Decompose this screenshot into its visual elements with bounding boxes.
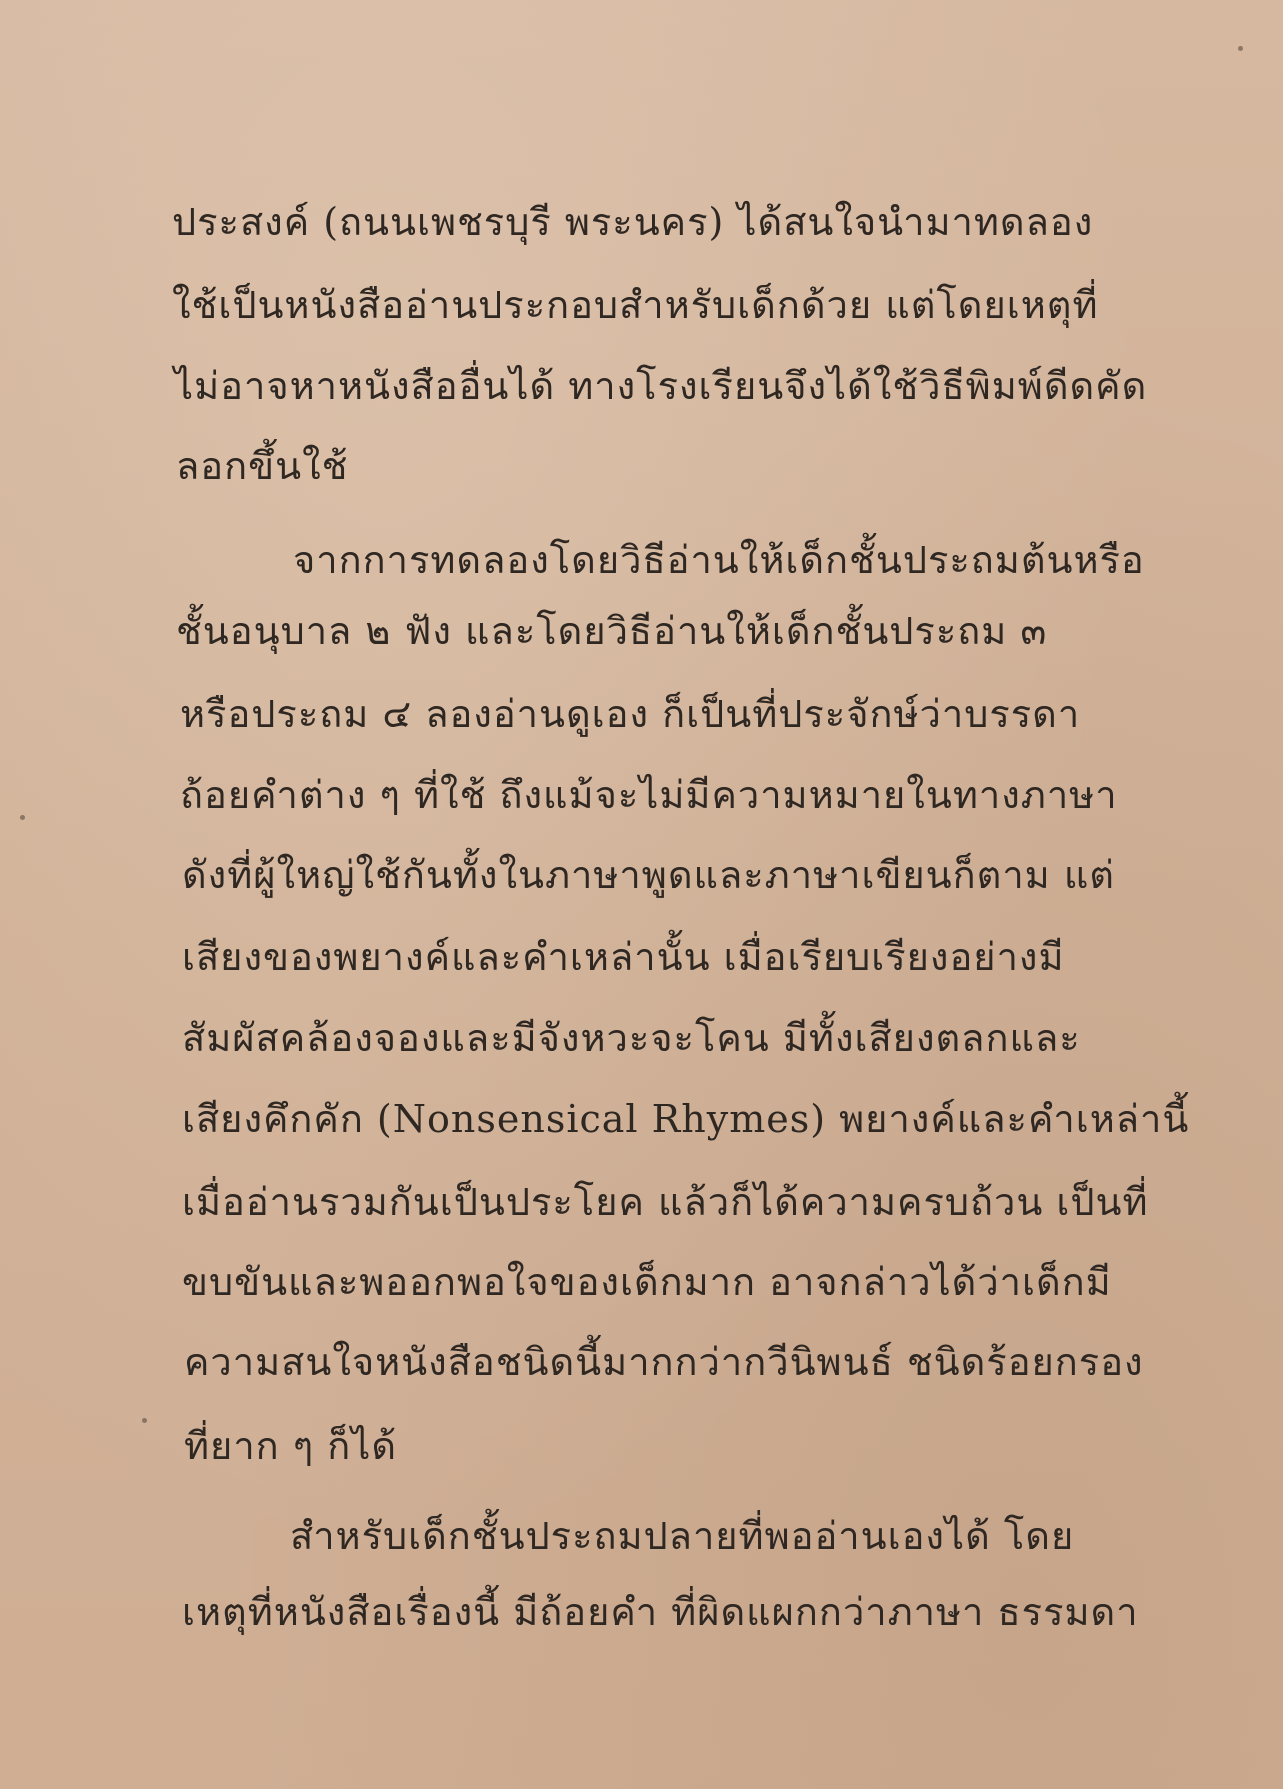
text-line: ประสงค์ (ถนนเพชรบุรี พระนคร) ได้สนใจนำมาทดลอง <box>172 200 1094 244</box>
text-line: เหตุที่หนังสือเรื่องนี้ มีถ้อยคำ ที่ผิดแผกกว่าภาษา ธรรมดา <box>182 1590 1139 1634</box>
text-line: สัมผัสคล้องจองและมีจังหวะจะโคน มีทั้งเสียงตลกและ <box>182 1016 1081 1060</box>
text-line: ขบขันและพออกพอใจของเด็กมาก อาจกล่าวได้ว่าเด็กมี <box>182 1260 1112 1304</box>
text-line: ชั้นอนุบาล ๒ ฟัง และโดยวิธีอ่านให้เด็กชั้นประถม ๓ <box>176 609 1048 653</box>
text-line: ดังที่ผู้ใหญ่ใช้กันทั้งในภาษาพูดและภาษาเขียนก็ตาม แต่ <box>182 853 1115 897</box>
text-line: ความสนใจหนังสือชนิดนี้มากกว่ากวีนิพนธ์ ชนิดร้อยกรอง <box>184 1340 1144 1384</box>
text-line: เมื่ออ่านรวมกันเป็นประโยค แล้วก็ได้ความครบถ้วน เป็นที่ <box>182 1180 1149 1224</box>
text-line: ลอกขึ้นใช้ <box>176 444 349 488</box>
paragraph-start-line: สำหรับเด็กชั้นประถมปลายที่พออ่านเองได้ โดย <box>290 1514 1075 1558</box>
text-line: ใช้เป็นหนังสืออ่านประกอบสำหรับเด็กด้วย แต่โดยเหตุที่ <box>172 283 1099 327</box>
text-line: หรือประถม ๔ ลองอ่านดูเอง ก็เป็นที่ประจักษ์ว่าบรรดา <box>180 692 1081 736</box>
text-line: ที่ยาก ๆ ก็ได้ <box>184 1424 398 1468</box>
paragraph-start-line: จากการทดลองโดยวิธีอ่านให้เด็กชั้นประถมต้นหรือ <box>293 538 1145 582</box>
text-line: เสียงของพยางค์และคำเหล่านั้น เมื่อเรียบเรียงอย่างมี <box>182 935 1065 979</box>
text-line: ไม่อาจหาหนังสืออื่นได้ ทางโรงเรียนจึงได้ใช้วิธีพิมพ์ดีดคัด <box>174 364 1148 408</box>
text-line: ถ้อยคำต่าง ๆ ที่ใช้ ถึงแม้จะไม่มีความหมายในทางภาษา <box>180 773 1118 817</box>
text-line: เสียงคึกคัก (Nonsensical Rhymes) พยางค์และคำเหล่านี้ <box>182 1097 1190 1141</box>
